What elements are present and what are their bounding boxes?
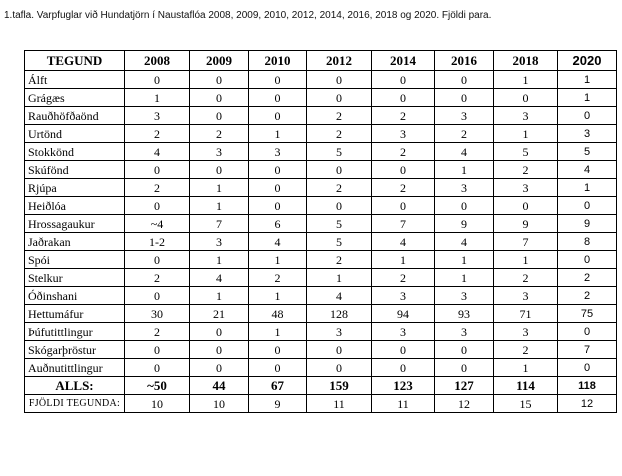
total-cell: 123: [372, 377, 435, 395]
pair-count-cell: 0: [435, 89, 494, 107]
species-name: Óðinshani: [25, 287, 125, 305]
pair-count-cell: 0: [190, 161, 249, 179]
pair-count-cell: 2: [190, 125, 249, 143]
species-name: Stelkur: [25, 269, 125, 287]
pair-count-cell: 0: [435, 71, 494, 89]
pair-count-cell: 5: [307, 233, 372, 251]
pair-count-cell: 0: [249, 341, 307, 359]
pair-count-cell: 3: [372, 125, 435, 143]
pair-count-cell: 1: [494, 251, 558, 269]
total-row: [25, 377, 617, 395]
pair-count-cell: 2: [307, 107, 372, 125]
pair-count-cell: 2: [494, 161, 558, 179]
pair-count-cell: 8: [558, 233, 617, 251]
pair-count-cell: 30: [125, 305, 190, 323]
species-count-cell: 11: [372, 395, 435, 413]
pair-count-cell: 4: [249, 233, 307, 251]
table-row: [25, 161, 617, 179]
pair-count-cell: 4: [435, 233, 494, 251]
pair-count-cell: 3: [190, 143, 249, 161]
pair-count-cell: 0: [190, 341, 249, 359]
pair-count-cell: 0: [372, 89, 435, 107]
pair-count-cell: 0: [190, 89, 249, 107]
pair-count-cell: 4: [307, 287, 372, 305]
breeding-birds-table: [24, 50, 617, 413]
pair-count-cell: 3: [494, 287, 558, 305]
pair-count-cell: 1: [190, 287, 249, 305]
pair-count-cell: 3: [494, 323, 558, 341]
header-year: 2020: [558, 51, 617, 71]
species-name: Skúfönd: [25, 161, 125, 179]
table-row: [25, 341, 617, 359]
pair-count-cell: 2: [249, 269, 307, 287]
pair-count-cell: 4: [125, 143, 190, 161]
pair-count-cell: 0: [558, 197, 617, 215]
species-count-row: [25, 395, 617, 413]
pair-count-cell: 2: [307, 125, 372, 143]
pair-count-cell: 2: [125, 269, 190, 287]
pair-count-cell: 1: [190, 179, 249, 197]
pair-count-cell: 0: [249, 359, 307, 377]
table-row: [25, 107, 617, 125]
species-count-cell: 10: [125, 395, 190, 413]
total-cell: 159: [307, 377, 372, 395]
pair-count-cell: 0: [558, 107, 617, 125]
header-year: 2018: [494, 51, 558, 71]
pair-count-cell: 0: [307, 71, 372, 89]
species-count-cell: 11: [307, 395, 372, 413]
pair-count-cell: 0: [307, 197, 372, 215]
pair-count-cell: 2: [435, 125, 494, 143]
table-caption: 1.tafla. Varpfuglar við Hundatjörn í Naustaflóa 2008, 2009, 2010, 2012, 2014, 2016, 2018 og 2020. Fjöldi para.: [4, 10, 492, 21]
species-count-label: FJÖLDI TEGUNDA:: [25, 395, 125, 413]
pair-count-cell: 6: [249, 215, 307, 233]
pair-count-cell: 0: [435, 197, 494, 215]
pair-count-cell: 0: [249, 179, 307, 197]
pair-count-cell: 1: [190, 197, 249, 215]
pair-count-cell: 5: [307, 215, 372, 233]
pair-count-cell: 0: [125, 287, 190, 305]
pair-count-cell: 0: [190, 359, 249, 377]
pair-count-cell: 0: [435, 341, 494, 359]
pair-count-cell: 1: [190, 251, 249, 269]
species-name: Hettumáfur: [25, 305, 125, 323]
pair-count-cell: 3: [494, 179, 558, 197]
pair-count-cell: 0: [372, 71, 435, 89]
total-cell: 67: [249, 377, 307, 395]
pair-count-cell: 0: [125, 359, 190, 377]
pair-count-cell: 4: [435, 143, 494, 161]
pair-count-cell: 0: [249, 197, 307, 215]
header-year: 2009: [190, 51, 249, 71]
pair-count-cell: 1: [494, 71, 558, 89]
pair-count-cell: 0: [190, 71, 249, 89]
table-row: [25, 251, 617, 269]
pair-count-cell: 1: [435, 161, 494, 179]
pair-count-cell: 0: [558, 323, 617, 341]
pair-count-cell: 48: [249, 305, 307, 323]
pair-count-cell: 0: [125, 197, 190, 215]
species-name: Auðnutittlingur: [25, 359, 125, 377]
pair-count-cell: 3: [435, 107, 494, 125]
header-year: 2012: [307, 51, 372, 71]
species-count-cell: 15: [494, 395, 558, 413]
pair-count-cell: 0: [125, 71, 190, 89]
pair-count-cell: 7: [190, 215, 249, 233]
pair-count-cell: 0: [307, 359, 372, 377]
pair-count-cell: 3: [435, 287, 494, 305]
pair-count-cell: ~4: [125, 215, 190, 233]
pair-count-cell: 3: [558, 125, 617, 143]
pair-count-cell: 2: [125, 179, 190, 197]
pair-count-cell: 2: [307, 251, 372, 269]
pair-count-cell: 5: [307, 143, 372, 161]
pair-count-cell: 94: [372, 305, 435, 323]
pair-count-cell: 2: [125, 125, 190, 143]
table-row: [25, 179, 617, 197]
header-row: [25, 51, 617, 71]
total-cell: 127: [435, 377, 494, 395]
pair-count-cell: 2: [372, 269, 435, 287]
pair-count-cell: 1: [558, 71, 617, 89]
pair-count-cell: 0: [372, 359, 435, 377]
pair-count-cell: 0: [494, 197, 558, 215]
pair-count-cell: 1: [372, 251, 435, 269]
total-cell: 118: [558, 377, 617, 395]
pair-count-cell: 0: [125, 161, 190, 179]
total-cell: ~50: [125, 377, 190, 395]
header-year: 2008: [125, 51, 190, 71]
table-row: [25, 287, 617, 305]
pair-count-cell: 5: [558, 143, 617, 161]
pair-count-cell: 21: [190, 305, 249, 323]
pair-count-cell: 0: [558, 251, 617, 269]
pair-count-cell: 3: [307, 323, 372, 341]
table-row: [25, 143, 617, 161]
pair-count-cell: 0: [307, 161, 372, 179]
pair-count-cell: 71: [494, 305, 558, 323]
species-count-cell: 12: [558, 395, 617, 413]
table-row: [25, 359, 617, 377]
pair-count-cell: 1: [435, 269, 494, 287]
pair-count-cell: 1: [307, 269, 372, 287]
pair-count-cell: 4: [190, 269, 249, 287]
species-name: Jaðrakan: [25, 233, 125, 251]
table-row: [25, 125, 617, 143]
pair-count-cell: 1: [558, 89, 617, 107]
pair-count-cell: 0: [190, 323, 249, 341]
pair-count-cell: 1: [494, 359, 558, 377]
species-name: Urtönd: [25, 125, 125, 143]
pair-count-cell: 1: [494, 125, 558, 143]
pair-count-cell: 2: [558, 269, 617, 287]
species-count-cell: 10: [190, 395, 249, 413]
pair-count-cell: 2: [558, 287, 617, 305]
species-name: Grágæs: [25, 89, 125, 107]
pair-count-cell: 3: [125, 107, 190, 125]
pair-count-cell: 2: [494, 341, 558, 359]
pair-count-cell: 3: [435, 323, 494, 341]
header-year: 2016: [435, 51, 494, 71]
pair-count-cell: 1: [125, 89, 190, 107]
table-row: [25, 269, 617, 287]
pair-count-cell: 1: [249, 287, 307, 305]
table-body: [25, 71, 617, 377]
pair-count-cell: 0: [249, 71, 307, 89]
pair-count-cell: 3: [249, 143, 307, 161]
species-name: Hrossagaukur: [25, 215, 125, 233]
species-count-cell: 12: [435, 395, 494, 413]
pair-count-cell: 2: [125, 323, 190, 341]
pair-count-cell: 3: [372, 287, 435, 305]
pair-count-cell: 0: [125, 251, 190, 269]
species-count-cell: 9: [249, 395, 307, 413]
pair-count-cell: 1-2: [125, 233, 190, 251]
species-name: Stokkönd: [25, 143, 125, 161]
pair-count-cell: 1: [249, 323, 307, 341]
pair-count-cell: 128: [307, 305, 372, 323]
pair-count-cell: 3: [435, 179, 494, 197]
total-cell: 114: [494, 377, 558, 395]
species-name: Heiðlóa: [25, 197, 125, 215]
table-row: [25, 323, 617, 341]
table-row: [25, 89, 617, 107]
table-row: [25, 215, 617, 233]
header-year: 2014: [372, 51, 435, 71]
species-name: Álft: [25, 71, 125, 89]
pair-count-cell: 0: [190, 107, 249, 125]
pair-count-cell: 1: [558, 179, 617, 197]
pair-count-cell: 2: [307, 179, 372, 197]
pair-count-cell: 0: [494, 89, 558, 107]
table-row: [25, 71, 617, 89]
pair-count-cell: 2: [372, 143, 435, 161]
pair-count-cell: 3: [494, 107, 558, 125]
table-row: [25, 197, 617, 215]
pair-count-cell: 0: [372, 197, 435, 215]
species-name: Rauðhöfðaönd: [25, 107, 125, 125]
pair-count-cell: 1: [249, 251, 307, 269]
pair-count-cell: 7: [558, 341, 617, 359]
pair-count-cell: 0: [435, 359, 494, 377]
pair-count-cell: 7: [372, 215, 435, 233]
pair-count-cell: 1: [249, 125, 307, 143]
pair-count-cell: 93: [435, 305, 494, 323]
pair-count-cell: 0: [372, 161, 435, 179]
pair-count-cell: 0: [249, 161, 307, 179]
pair-count-cell: 7: [494, 233, 558, 251]
pair-count-cell: 4: [372, 233, 435, 251]
table-row: [25, 305, 617, 323]
species-name: Þúfutittlingur: [25, 323, 125, 341]
pair-count-cell: 5: [494, 143, 558, 161]
pair-count-cell: 0: [125, 341, 190, 359]
table-row: [25, 233, 617, 251]
pair-count-cell: 1: [435, 251, 494, 269]
pair-count-cell: 9: [558, 215, 617, 233]
pair-count-cell: 2: [494, 269, 558, 287]
pair-count-cell: 0: [307, 89, 372, 107]
total-label: ALLS:: [25, 377, 125, 395]
pair-count-cell: 0: [307, 341, 372, 359]
pair-count-cell: 0: [249, 89, 307, 107]
pair-count-cell: 9: [494, 215, 558, 233]
species-name: Rjúpa: [25, 179, 125, 197]
pair-count-cell: 3: [372, 323, 435, 341]
header-year: 2010: [249, 51, 307, 71]
pair-count-cell: 2: [372, 107, 435, 125]
pair-count-cell: 75: [558, 305, 617, 323]
pair-count-cell: 0: [372, 341, 435, 359]
pair-count-cell: 0: [249, 107, 307, 125]
species-name: Spói: [25, 251, 125, 269]
header-species: TEGUND: [25, 51, 125, 71]
total-cell: 44: [190, 377, 249, 395]
pair-count-cell: 0: [558, 359, 617, 377]
pair-count-cell: 2: [372, 179, 435, 197]
pair-count-cell: 4: [558, 161, 617, 179]
species-name: Skógarþröstur: [25, 341, 125, 359]
pair-count-cell: 9: [435, 215, 494, 233]
pair-count-cell: 3: [190, 233, 249, 251]
